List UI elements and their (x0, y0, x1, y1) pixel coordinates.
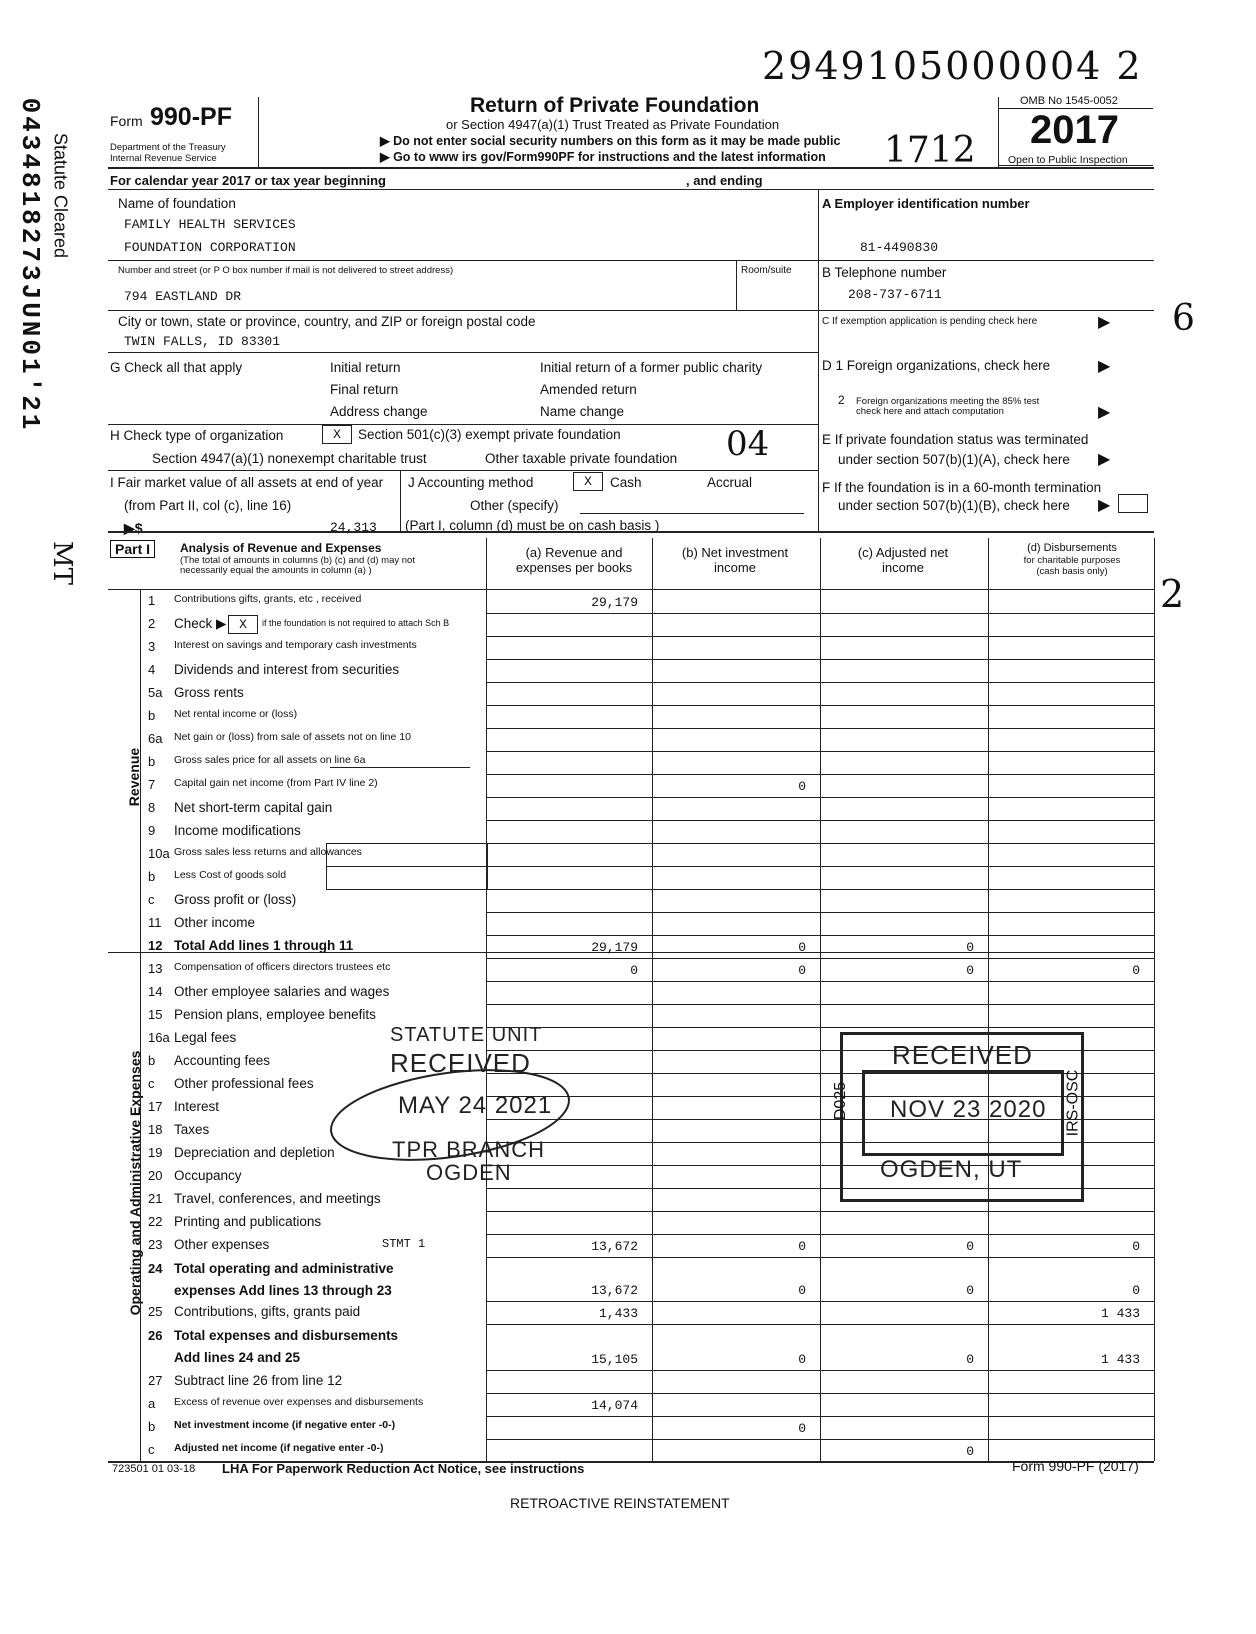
line-31-col-a[interactable]: 15,105 (591, 1352, 638, 1367)
line-25-label: Occupancy (174, 1168, 242, 1183)
phone-value: 208-737-6711 (848, 287, 942, 302)
arrow-d2-icon: ▶ (1098, 404, 1111, 421)
line-35-number: c (148, 1442, 155, 1457)
line-34-col-b[interactable]: 0 (798, 1421, 806, 1436)
line-0-col-a[interactable]: 29,179 (591, 595, 638, 610)
dln-number: 2949105000004 2 (762, 44, 1143, 88)
line-3-number: 4 (148, 662, 156, 677)
line-0-rule (486, 613, 1154, 614)
rule-part1-header (108, 589, 1154, 590)
line-15-label: Total Add lines 1 through 11 (174, 938, 354, 953)
omb-number: OMB No 1545-0052 (1020, 95, 1118, 107)
line-11-rule (486, 866, 1154, 867)
g-final-return[interactable]: Final return (330, 382, 399, 397)
foundation-name-2: FOUNDATION CORPORATION (124, 240, 296, 255)
col-a-divider (486, 538, 487, 1461)
line-number-divider (140, 589, 141, 1461)
col-d-head2: for charitable purposes (1023, 555, 1121, 566)
rule-city (108, 352, 818, 353)
stamp-ogden-left: OGDEN (426, 1160, 512, 1185)
line-21-label: Other professional fees (174, 1076, 314, 1091)
line-29-number: 24 (148, 1261, 163, 1276)
line-10-number: 9 (148, 823, 156, 838)
j-note: (Part I, column (d) must be on cash basis ) (405, 518, 660, 533)
line-28-number: 23 (148, 1237, 163, 1252)
name-label: Name of foundation (118, 196, 236, 211)
line-2-schb-checkbox[interactable]: X (228, 615, 258, 634)
tax-year-beginning: For calendar year 2017 or tax year beginning (110, 173, 387, 188)
line-31-rule (486, 1370, 1154, 1371)
ein-value: 81-4490830 (860, 240, 939, 255)
footer-retroactive: RETROACTIVE REINSTATEMENT (510, 1495, 730, 1511)
d2-line1: Foreign organizations meeting the 85% test (856, 396, 1040, 407)
line-10b-entry[interactable] (326, 866, 488, 890)
line-1-label2: if the foundation is not required to attach Sch B (262, 618, 450, 628)
g-amended-return[interactable]: Amended return (540, 382, 637, 397)
line-28-rule (486, 1257, 1154, 1258)
line-21-number: c (148, 1076, 155, 1091)
d2-number: 2 (838, 393, 845, 407)
line-6-label: Net gain or (loss) from sale of assets not on line 10 (174, 731, 411, 743)
h-label: H Check type of organization (110, 428, 284, 443)
line-30-rule (486, 1324, 1154, 1325)
line-19-number: 16a (148, 1030, 170, 1045)
h-501c3-checkbox[interactable]: X (322, 425, 352, 444)
line-31-label2: Add lines 24 and 25 (174, 1350, 301, 1365)
i-dollar: ▶$ (124, 520, 143, 536)
rule-ij (108, 531, 1154, 533)
line-12-rule (486, 889, 1154, 890)
col-c-divider (820, 538, 821, 1461)
line-4-label: Gross rents (174, 685, 244, 700)
line-29-col-d[interactable]: 0 (1132, 1283, 1140, 1298)
handwritten-04: 04 (726, 424, 770, 464)
g-address-change[interactable]: Address change (330, 404, 428, 419)
j-other-line[interactable] (580, 513, 804, 514)
form-label: Form (110, 113, 143, 129)
line-12-number: b (148, 869, 156, 884)
line-8-number: 7 (148, 777, 156, 792)
line-27-number: 22 (148, 1214, 163, 1229)
margin-control-number: 0434818273JUN01'21 (15, 97, 45, 433)
line-35-label: Adjusted net income (if negative enter -0-) (174, 1442, 384, 1454)
col-c-head2: income (882, 560, 924, 575)
line-26-label: Travel, conferences, and meetings (174, 1191, 381, 1206)
col-d-head3: (cash basis only) (1036, 566, 1108, 577)
line-28-col-c[interactable]: 0 (966, 1239, 974, 1254)
street-value: 794 EASTLAND DR (124, 289, 242, 304)
line-24-label: Depreciation and depletion (174, 1145, 335, 1160)
line-15-number: 12 (148, 938, 163, 953)
h-opt-other: Other taxable private foundation (485, 451, 678, 466)
line-0-number: 1 (148, 593, 156, 608)
line-4-rule (486, 705, 1154, 706)
stamp-ogden-right: OGDEN, UT (880, 1156, 1023, 1183)
g-initial-former[interactable]: Initial return of a former public charity (540, 360, 763, 375)
dept-line1: Department of the Treasury (110, 142, 226, 153)
line-7-label: Gross sales price for all assets on line 6a (174, 754, 366, 766)
d2-line2: check here and attach computation (856, 406, 1004, 417)
f-checkbox[interactable] (1118, 494, 1148, 513)
margin-statute-cleared: Statute Cleared (50, 132, 71, 259)
line-2-number: 3 (148, 639, 156, 654)
line-22-label: Interest (174, 1099, 220, 1114)
handwritten-mt: MT (46, 541, 77, 585)
line-10-rule (486, 843, 1154, 844)
line-15-rule (486, 958, 1154, 959)
line-28-col-b[interactable]: 0 (798, 1239, 806, 1254)
line-10-label: Income modifications (174, 823, 301, 838)
open-public-inspection: Open to Public Inspection (1008, 154, 1128, 166)
line-32-label: Subtract line 26 from line 12 (174, 1373, 343, 1388)
stamp-oval (320, 1060, 580, 1170)
line-23-number: 18 (148, 1122, 163, 1137)
i-line2: (from Part II, col (c), line 16) (124, 498, 292, 513)
line-23-label: Taxes (174, 1122, 210, 1137)
line-31-number: 26 (148, 1328, 163, 1343)
f-line2: under section 507(b)(1)(B), check here (838, 498, 1070, 513)
line-29-rule (486, 1301, 1154, 1302)
line-34-label: Net investment income (if negative enter -0-) (174, 1419, 396, 1431)
line-31-col-c[interactable]: 0 (966, 1352, 974, 1367)
line-24-number: 19 (148, 1145, 163, 1160)
line-32-rule (486, 1393, 1154, 1394)
line-15-col-c[interactable]: 0 (966, 940, 974, 955)
expenses-side-label: Operating and Administrative Expenses (127, 1050, 143, 1316)
line-11-number: 10a (148, 846, 170, 861)
stamp-received-left: RECEIVED (390, 1048, 531, 1078)
col-a-head1: (a) Revenue and (525, 545, 623, 560)
city-value: TWIN FALLS, ID 83301 (124, 334, 281, 349)
line-27-label: Printing and publications (174, 1214, 322, 1229)
col-d-divider (988, 538, 989, 1461)
handwritten-6: 6 (1172, 298, 1195, 339)
tax-year-ending: , and ending (686, 173, 763, 188)
rule-g (108, 424, 818, 425)
line-3-rule (486, 682, 1154, 683)
form-title: Return of Private Foundation (470, 94, 760, 117)
stamp-d025: D025 (832, 1081, 850, 1121)
arrow-f-icon: ▶ (1098, 497, 1111, 514)
line-17-label: Other employee salaries and wages (174, 984, 390, 999)
line-28-col-d[interactable]: 0 (1132, 1239, 1140, 1254)
col-b-divider (652, 538, 653, 1461)
ein-label: A Employer identification number (822, 196, 1030, 211)
line-22-number: 17 (148, 1099, 163, 1114)
line-8-rule (486, 797, 1154, 798)
line-3-label: Dividends and interest from securities (174, 662, 400, 677)
line-20-number: b (148, 1053, 156, 1068)
rule-name (108, 260, 1154, 261)
line-33-col-a[interactable]: 14,074 (591, 1398, 638, 1413)
line-30-label: Contributions, gifts, grants paid (174, 1304, 361, 1319)
exemption-pending-label: C If exemption application is pending check here (822, 316, 1038, 327)
line-33-number: a (148, 1396, 156, 1411)
line-18-rule (486, 1027, 1154, 1028)
city-label: City or town, state or province, country, and ZIP or foreign postal code (118, 314, 536, 329)
line-7-rule (486, 774, 1154, 775)
line-2-label: Interest on savings and temporary cash investments (174, 639, 417, 651)
header-divider-left (258, 97, 259, 167)
line-33-rule (486, 1416, 1154, 1417)
line-16-col-b[interactable]: 0 (798, 963, 806, 978)
dept-line2: Internal Revenue Service (110, 153, 217, 164)
street-label: Number and street (or P O box number if mail is not delivered to street address) (118, 265, 454, 276)
ij-divider (400, 470, 401, 532)
line-9-number: 8 (148, 800, 156, 815)
line-30-number: 25 (148, 1304, 163, 1319)
foundation-name-1: FAMILY HEALTH SERVICES (124, 217, 296, 232)
i-fmv-value: 24,313 (330, 520, 377, 535)
h-opt-4947: Section 4947(a)(1) nonexempt charitable trust (152, 451, 427, 466)
stamp-received-right: RECEIVED (892, 1040, 1033, 1070)
line-29-label2: expenses Add lines 13 through 23 (174, 1283, 392, 1298)
line-16-col-d[interactable]: 0 (1132, 963, 1140, 978)
line-33-label: Excess of revenue over expenses and disbursements (174, 1396, 424, 1408)
line-35-col-c[interactable]: 0 (966, 1444, 974, 1459)
rule-top (108, 167, 1154, 169)
tax-year: 2017 (1030, 108, 1119, 152)
line-7-number: b (148, 754, 156, 769)
j-accrual[interactable]: Accrual (707, 475, 753, 490)
stamp-irs-osc: IRS-OSC (1064, 1069, 1082, 1137)
line-1-rule (486, 636, 1154, 637)
line-13-label: Gross profit or (loss) (174, 892, 297, 907)
line-9-rule (486, 820, 1154, 821)
part1-note1: (The total of amounts in columns (b) (c) and (d) may not (180, 555, 415, 566)
stamp-nov-date: NOV 23 2020 (890, 1096, 1047, 1123)
room-divider (736, 260, 737, 310)
stamp-statute-unit: STATUTE UNIT (390, 1024, 543, 1046)
line-29-col-a[interactable]: 13,672 (591, 1283, 638, 1298)
j-cash-checkbox[interactable]: X (573, 472, 603, 491)
arrow-e-icon: ▶ (1098, 451, 1111, 468)
j-other: Other (specify) (470, 498, 559, 513)
rule-h (108, 470, 818, 471)
right-column-divider (818, 189, 819, 531)
line-10a-entry[interactable] (326, 843, 488, 867)
line-5-number: b (148, 708, 156, 723)
line-5-label: Net rental income or (loss) (174, 708, 298, 720)
line-16-col-c[interactable]: 0 (966, 963, 974, 978)
line-31-col-b[interactable]: 0 (798, 1352, 806, 1367)
line-31-label: Total expenses and disbursements (174, 1328, 399, 1343)
line-0-label: Contributions gifts, grants, etc , received (174, 593, 362, 605)
line-27-rule (486, 1234, 1154, 1235)
revenue-side-label: Revenue (126, 747, 142, 807)
arrow-c-icon: ▶ (1098, 314, 1111, 331)
line-9-label: Net short-term capital gain (174, 800, 333, 815)
line-20-label: Accounting fees (174, 1053, 271, 1068)
line-28-stmt: STMT 1 (382, 1237, 426, 1251)
form-subtitle: or Section 4947(a)(1) Trust Treated as Private Foundation (446, 117, 780, 132)
g-name-change[interactable]: Name change (540, 404, 625, 419)
line-16-col-a[interactable]: 0 (630, 963, 638, 978)
line-29-col-c[interactable]: 0 (966, 1283, 974, 1298)
line-13-number: c (148, 892, 155, 907)
line-17-rule (486, 1004, 1154, 1005)
line-25-number: 20 (148, 1168, 163, 1183)
handwritten-1712: 1712 (884, 130, 976, 171)
instructions-link: ▶ Go to www irs gov/Form990PF for instructions and the latest information (380, 150, 826, 164)
line-17-number: 14 (148, 984, 163, 999)
g-initial-return[interactable]: Initial return (330, 360, 401, 375)
line-6b-entry[interactable] (330, 767, 470, 768)
line-16-rule (486, 981, 1154, 982)
room-label: Room/suite (741, 265, 792, 276)
line-16-label: Compensation of officers directors trustees etc (174, 961, 391, 973)
arrow-d1-icon: ▶ (1098, 358, 1111, 375)
j-label: J Accounting method (408, 475, 534, 490)
line-6-number: 6a (148, 731, 163, 746)
ssn-warning: ▶ Do not enter social security numbers on this form as it may be made public (380, 134, 841, 148)
line-26-rule (486, 1211, 1154, 1212)
footer-lha: LHA For Paperwork Reduction Act Notice, see instructions (222, 1461, 585, 1476)
line-1-number: 2 (148, 616, 156, 631)
part1-note2: necessarily equal the amounts in column (a) ) (180, 565, 372, 576)
line-26-number: 21 (148, 1191, 163, 1206)
col-b-head2: income (714, 560, 756, 575)
e-line1: E If private foundation status was terminated (822, 432, 1089, 447)
line-34-rule (486, 1439, 1154, 1440)
open-public-rule (999, 165, 1153, 166)
col-a-head2: expenses per books (515, 560, 633, 575)
line-31-col-d[interactable]: 1 433 (1100, 1352, 1140, 1367)
form-number: 990-PF (150, 103, 232, 131)
part1-title: Analysis of Revenue and Expenses (180, 541, 382, 555)
line-28-label: Other expenses (174, 1237, 270, 1252)
line-15-col-b[interactable]: 0 (798, 940, 806, 955)
line-8-col-b[interactable]: 0 (798, 779, 806, 794)
d1-label: D 1 Foreign organizations, check here (822, 358, 1051, 373)
line-14-label: Other income (174, 915, 256, 930)
line-1-label: Check ▶ (174, 616, 227, 631)
h-opt-501c3: Section 501(c)(3) exempt private foundation (358, 427, 621, 442)
line-13-rule (486, 912, 1154, 913)
col-right-border (1154, 538, 1155, 1461)
stamp-tpr-branch: TPR BRANCH (392, 1137, 546, 1162)
col-c-head1: (c) Adjusted net (857, 545, 949, 560)
line-29-col-b[interactable]: 0 (798, 1283, 806, 1298)
part1-label: Part I (110, 540, 155, 558)
e-line2: under section 507(b)(1)(A), check here (838, 452, 1070, 467)
stamp-may-date: MAY 24 2021 (398, 1092, 553, 1119)
line-30-col-d[interactable]: 1 433 (1100, 1306, 1140, 1321)
line-18-number: 15 (148, 1007, 163, 1022)
footer-code: 723501 01 03-18 (112, 1463, 196, 1475)
line-4-number: 5a (148, 685, 163, 700)
col-d-head1: (d) Disbursements (1027, 542, 1117, 554)
line-12-label: Less Cost of goods sold (174, 869, 287, 881)
line-11-label: Gross sales less returns and allowances (174, 846, 362, 858)
line-15-col-a[interactable]: 29,179 (591, 940, 638, 955)
i-line1: I Fair market value of all assets at end of year (110, 475, 384, 490)
col-b-head1: (b) Net investment (681, 545, 789, 560)
line-29-label: Total operating and administrative (174, 1261, 394, 1276)
f-line1: F If the foundation is in a 60-month termination (822, 480, 1102, 495)
line-14-number: 11 (148, 915, 162, 930)
handwritten-2: 2 (1160, 572, 1185, 616)
j-cash: Cash (610, 475, 642, 490)
phone-label: B Telephone number (822, 265, 947, 280)
line-34-number: b (148, 1419, 156, 1434)
line-19-label: Legal fees (174, 1030, 237, 1045)
line-14-rule (486, 935, 1154, 936)
footer-form: Form 990-PF (2017) (1012, 1458, 1139, 1474)
line-2-rule (486, 659, 1154, 660)
line-6-rule (486, 751, 1154, 752)
g-label: G Check all that apply (110, 360, 243, 375)
rule-taxyear (108, 189, 1154, 190)
line-18-label: Pension plans, employee benefits (174, 1007, 376, 1022)
rule-street (108, 310, 1154, 311)
line-30-col-a[interactable]: 1,433 (598, 1306, 638, 1321)
line-32-number: 27 (148, 1373, 163, 1388)
line-5-rule (486, 728, 1154, 729)
line-16-number: 13 (148, 961, 163, 976)
line-28-col-a[interactable]: 13,672 (591, 1239, 638, 1254)
line-8-label: Capital gain net income (from Part IV line 2) (174, 777, 378, 789)
